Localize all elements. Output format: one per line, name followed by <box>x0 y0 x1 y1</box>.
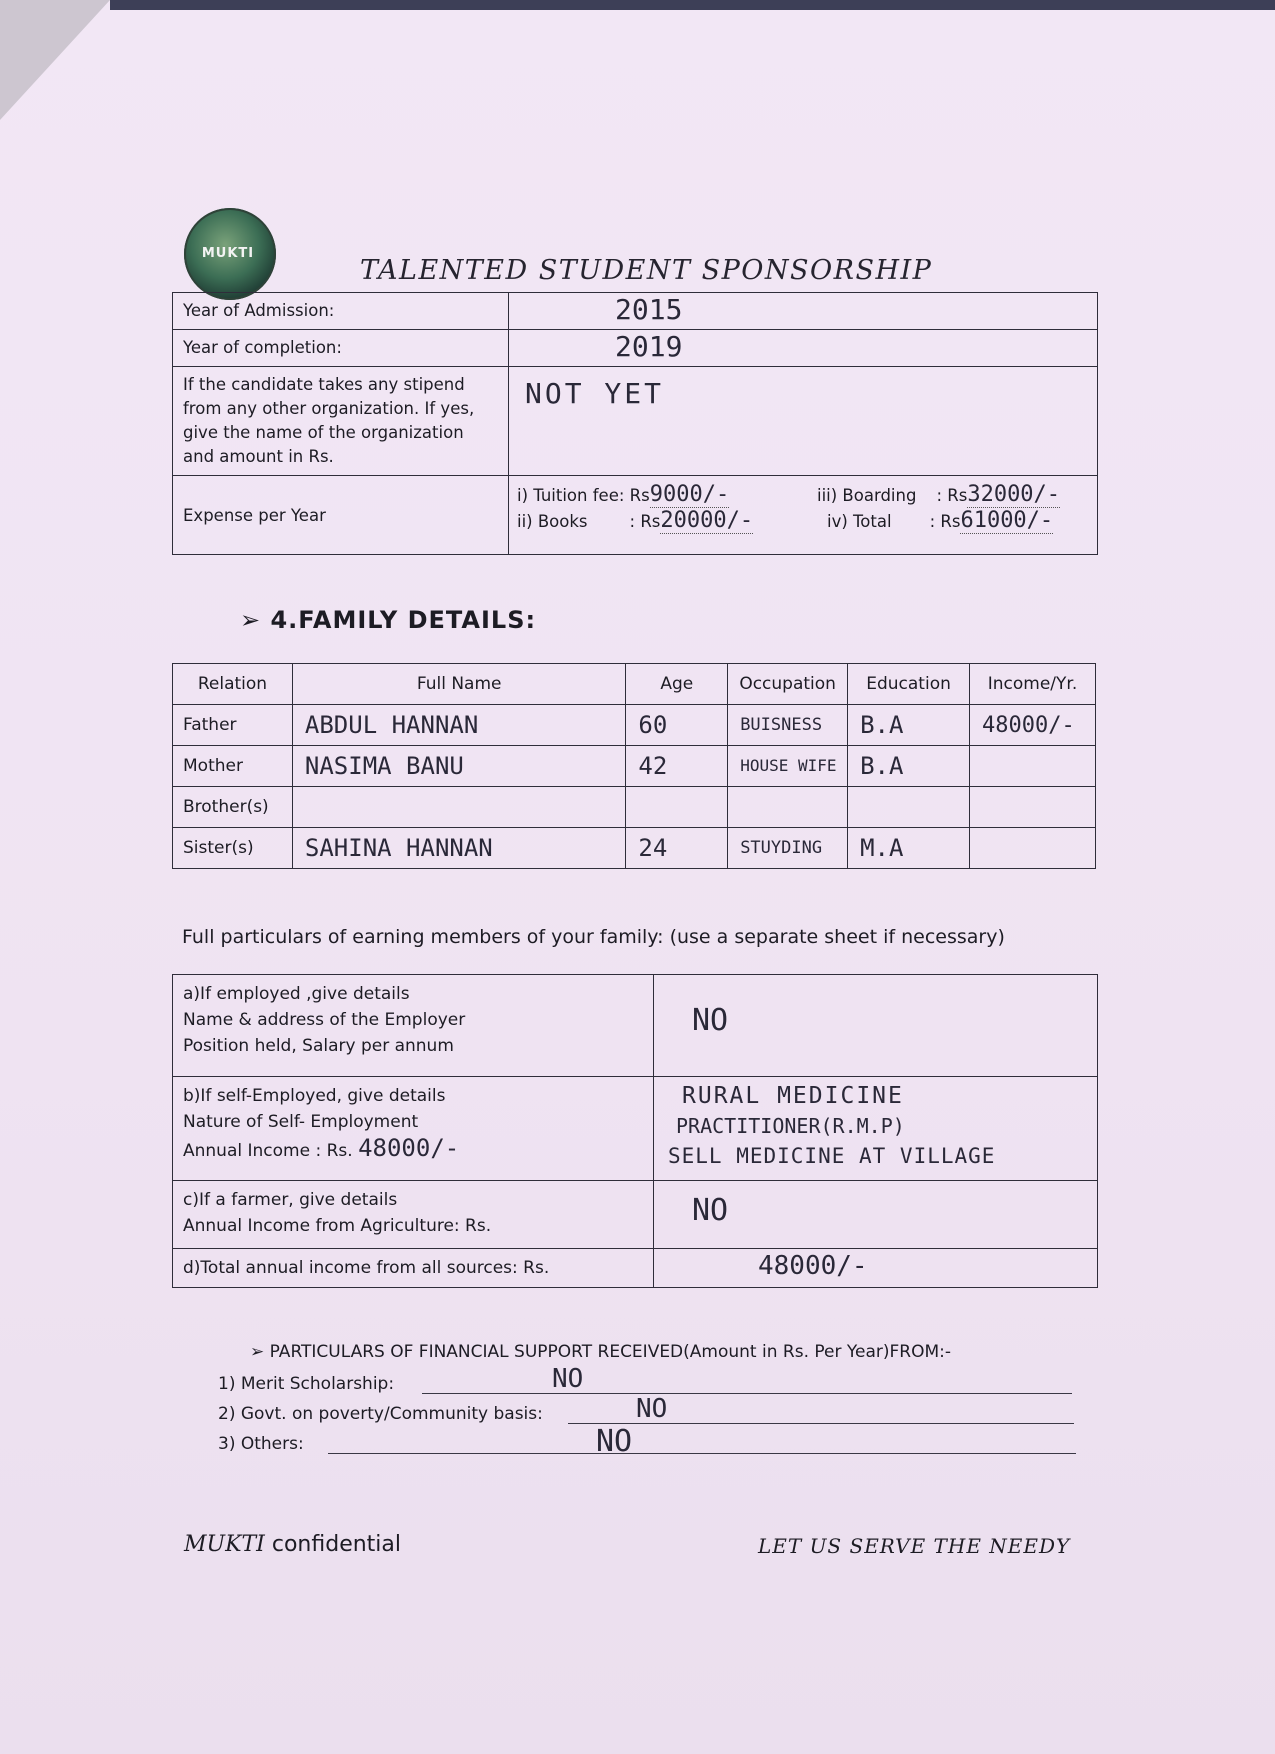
table-row <box>173 705 1096 746</box>
boarding-line: iii) Boarding : Rs32000/- <box>817 482 1061 507</box>
farmer-value: NO <box>654 1181 1098 1249</box>
name-cell: ABDUL HANNAN <box>292 705 626 746</box>
total-expense-line: iv) Total : Rs61000/- <box>827 508 1054 533</box>
col-income: Income/Yr. <box>970 664 1096 705</box>
farmer-label: c)If a farmer, give details Annual Income from Agriculture: Rs. <box>173 1181 654 1249</box>
col-relation: Relation <box>173 664 293 705</box>
age-cell <box>626 787 728 828</box>
self-employed-value: RURAL MEDICINE PRACTITIONER(R.M.P) SELL MEDICINE AT VILLAGE <box>654 1077 1098 1181</box>
stipend-label: If the candidate takes any stipend from any other organization. If yes, give the name of the organization and amount in Rs. <box>173 367 509 476</box>
relation-cell: Sister(s) <box>173 828 293 869</box>
admission-table <box>172 292 1098 555</box>
employed-label: a)If employed ,give details Name & address of the Employer Position held, Salary per annum <box>173 975 654 1077</box>
financial-support-heading: ➢ PARTICULARS OF FINANCIAL SUPPORT RECEIVED(Amount in Rs. Per Year)FROM:- <box>250 1342 951 1362</box>
total-income-value: 48000/- <box>654 1249 1098 1288</box>
earning-members-intro: Full particulars of earning members of your family: (use a separate sheet if necessary) <box>182 926 1005 948</box>
occupation-cell: BUISNESS <box>728 705 848 746</box>
year-admission-value: 2015 <box>509 293 1098 330</box>
others-label: 3) Others: <box>218 1434 304 1454</box>
expense-values <box>509 476 1098 555</box>
income-cell <box>970 787 1096 828</box>
footer-motto: LET US SERVE THE NEEDY <box>758 1534 1071 1558</box>
year-completion-value: 2019 <box>509 330 1098 367</box>
name-cell <box>292 787 626 828</box>
education-cell: M.A <box>848 828 970 869</box>
total-income-label: d)Total annual income from all sources: Rs. <box>173 1249 654 1288</box>
education-cell: B.A <box>848 746 970 787</box>
table-row <box>173 746 1096 787</box>
merit-scholarship-line <box>422 1393 1072 1394</box>
name-cell: SAHINA HANNAN <box>292 828 626 869</box>
col-education: Education <box>848 664 970 705</box>
top-edge-band <box>110 0 1275 10</box>
others-line <box>328 1453 1076 1454</box>
logo-text: MUKTI <box>201 246 255 261</box>
occupation-cell <box>728 787 848 828</box>
books-line: ii) Books : Rs20000/- <box>517 508 754 533</box>
income-cell <box>970 828 1096 869</box>
folded-corner <box>0 0 110 120</box>
self-employed-label: b)If self-Employed, give details Nature of Self- Employment Annual Income : Rs. 48000/- <box>173 1077 654 1181</box>
age-cell: 60 <box>626 705 728 746</box>
form-title: TALENTED STUDENT SPONSORSHIP <box>360 255 933 286</box>
education-cell <box>848 787 970 828</box>
year-admission-label: Year of Admission: <box>173 293 509 330</box>
expense-label: Expense per Year <box>173 476 509 555</box>
name-cell: NASIMA BANU <box>292 746 626 787</box>
footer-confidential: MUKTI confidential <box>184 1532 401 1557</box>
col-occupation: Occupation <box>728 664 848 705</box>
col-full-name: Full Name <box>292 664 626 705</box>
relation-cell: Father <box>173 705 293 746</box>
merit-scholarship-label: 1) Merit Scholarship: <box>218 1374 395 1394</box>
stipend-value: NOT YET <box>509 367 1098 476</box>
earning-table <box>172 974 1098 1288</box>
employed-value: NO <box>654 975 1098 1077</box>
income-cell <box>970 746 1096 787</box>
age-cell: 42 <box>626 746 728 787</box>
govt-basis-label: 2) Govt. on poverty/Community basis: <box>218 1404 543 1424</box>
family-table <box>172 663 1096 869</box>
relation-cell: Mother <box>173 746 293 787</box>
income-cell: 48000/- <box>970 705 1096 746</box>
occupation-cell: HOUSE WIFE <box>728 746 848 787</box>
year-completion-label: Year of completion: <box>173 330 509 367</box>
education-cell: B.A <box>848 705 970 746</box>
occupation-cell: STUYDING <box>728 828 848 869</box>
govt-basis-value: NO <box>636 1394 668 1424</box>
others-value: NO <box>596 1424 633 1459</box>
family-details-heading: ➢ 4.FAMILY DETAILS: <box>240 606 537 634</box>
merit-scholarship-value: NO <box>552 1364 584 1394</box>
relation-cell: Brother(s) <box>173 787 293 828</box>
table-row <box>173 787 1096 828</box>
age-cell: 24 <box>626 828 728 869</box>
tuition-line: i) Tuition fee: Rs9000/- <box>517 482 730 507</box>
family-header-row <box>173 664 1096 705</box>
col-age: Age <box>626 664 728 705</box>
table-row <box>173 828 1096 869</box>
